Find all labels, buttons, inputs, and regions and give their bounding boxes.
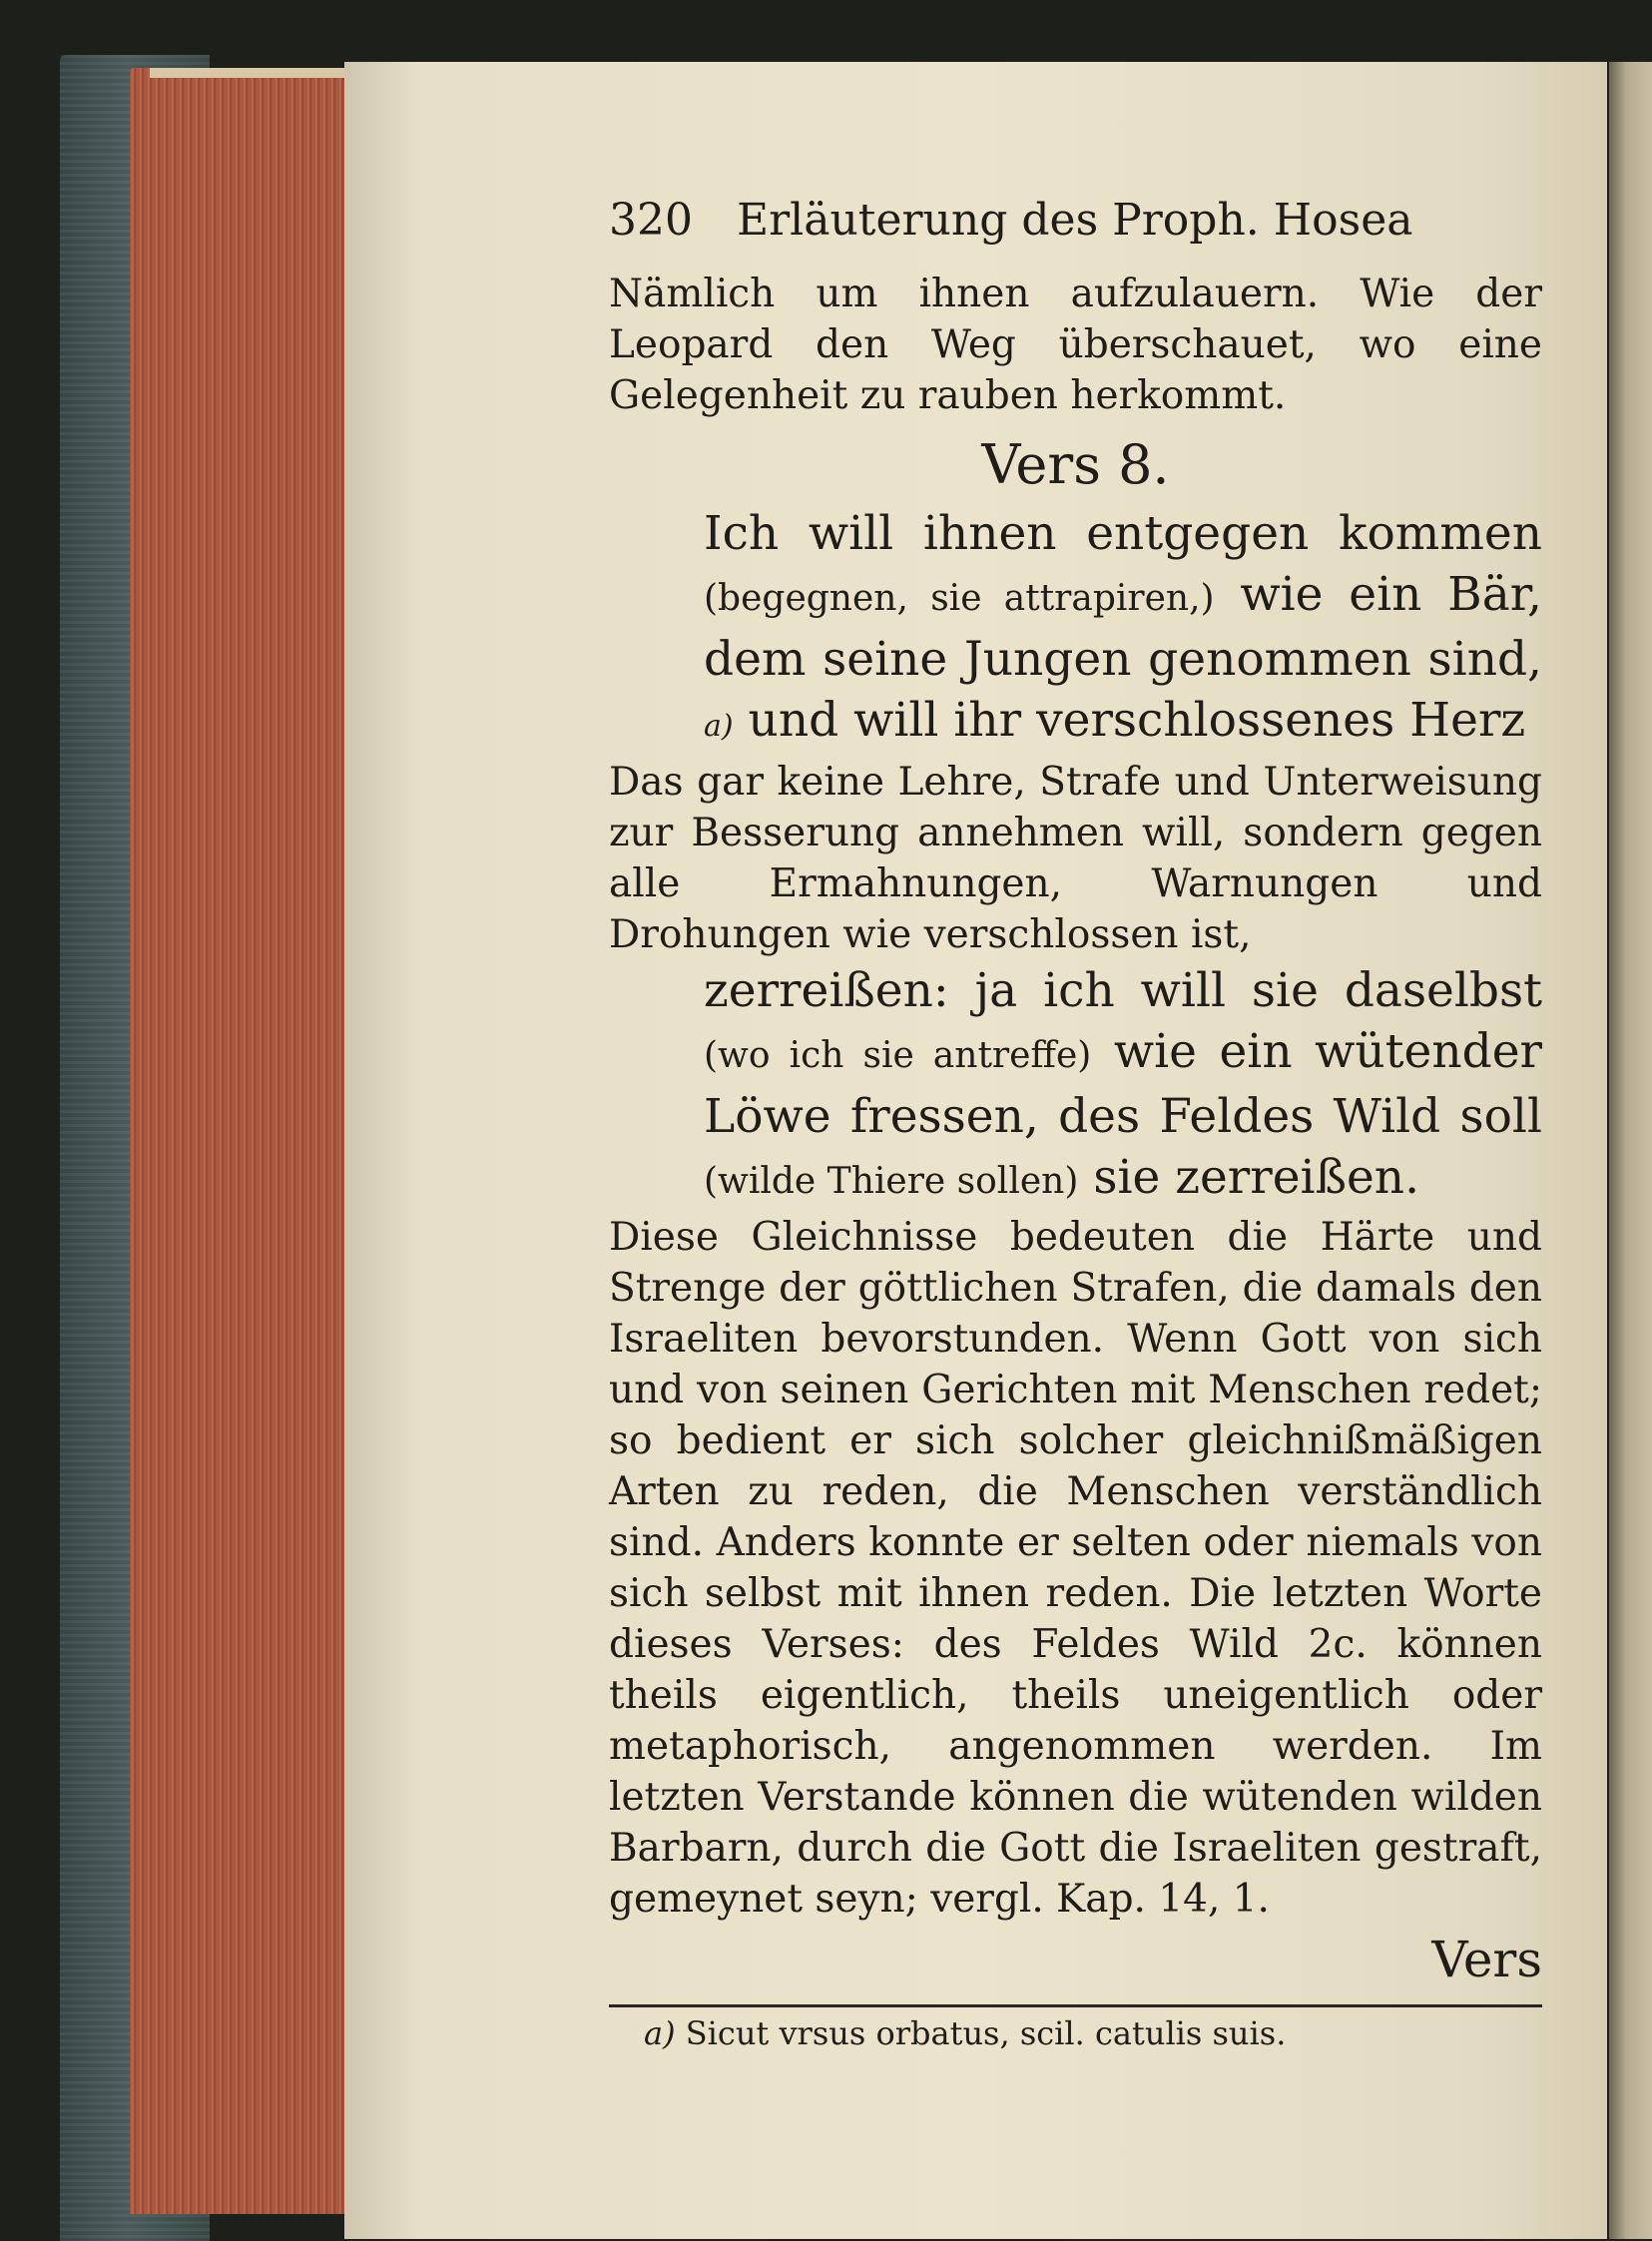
commentary-paragraph: Nämlich um ihnen aufzulauern. Wie der Leopard den Weg überschauet, wo eine Gelegenheit zu rauben herkommt. <box>609 272 1542 418</box>
verse-gloss: (wo ich sie antreffe) <box>704 1035 1092 1076</box>
verse-text-part: zerreißen: ja ich will sie daselbst <box>704 963 1542 1018</box>
verse-gloss: (wilde Thiere sollen) <box>704 1161 1079 1202</box>
verse-heading: Vers 8. <box>981 433 1170 496</box>
facing-page-edge <box>1609 62 1652 2239</box>
footnote <box>644 2007 1542 2059</box>
verse-text-part: und will ihr verschlossenes Herz <box>748 693 1526 748</box>
page-content <box>609 195 1542 2059</box>
verse-text-part: wie ein wütender Löwe fressen, des Feldes Wild soll <box>704 1024 1542 1144</box>
verse-text-part: wie ein Bär, dem seine Jungen genommen sind, <box>704 567 1542 687</box>
footnote-marker: a) <box>704 709 734 744</box>
running-header <box>609 195 1542 255</box>
verse-gloss: (begegnen, sie attrapiren,) <box>704 578 1215 619</box>
commentary-paragraph: Diese Gleichnisse bedeuten die Härte und Strenge der göttlichen Strafen, die damals den Israeliten bevorstunden. Wenn Gott von sich und von seinen Gerichten mit Menschen redet; so bedient er sich solcher gleichnißmäßigen Arten zu reden, die Menschen verständlich sind. Anders konnte er selten oder niemals von sich selbst mit ihnen reden. Die letzten Worte dieses Verses: des Feldes Wild 2c. können theils eigentlich, theils uneigentlich oder metaphorisch, angenommen werden. Im letzten Verstande können die wütenden wilden Barbarn, durch die Gott die Israeliten gestraft, gemeynet seyn; vergl. Kap. 14, 1. <box>609 1215 1542 1922</box>
verse-text <box>704 503 1542 757</box>
catchword: Vers <box>1431 1931 1542 1988</box>
page-edges <box>130 68 347 2214</box>
commentary-paragraph: Das gar keine Lehre, Strafe und Unterweisung zur Besserung annehmen will, sondern gegen alle Ermahnungen, Warnungen und Drohungen wie verschlossen ist, <box>609 760 1542 957</box>
verse-text <box>704 960 1542 1212</box>
footnote-mark: a) <box>644 2014 676 2052</box>
running-title: Erläuterung des Proph. Hosea <box>737 195 1413 246</box>
page-number: 320 <box>609 195 693 246</box>
footnote-text: Sicut vrsus orbatus, scil. catulis suis. <box>685 2014 1287 2052</box>
verse-text-part: sie zerreißen. <box>1093 1150 1420 1205</box>
verse-text-part: Ich will ihnen entgegen kommen <box>704 506 1542 561</box>
